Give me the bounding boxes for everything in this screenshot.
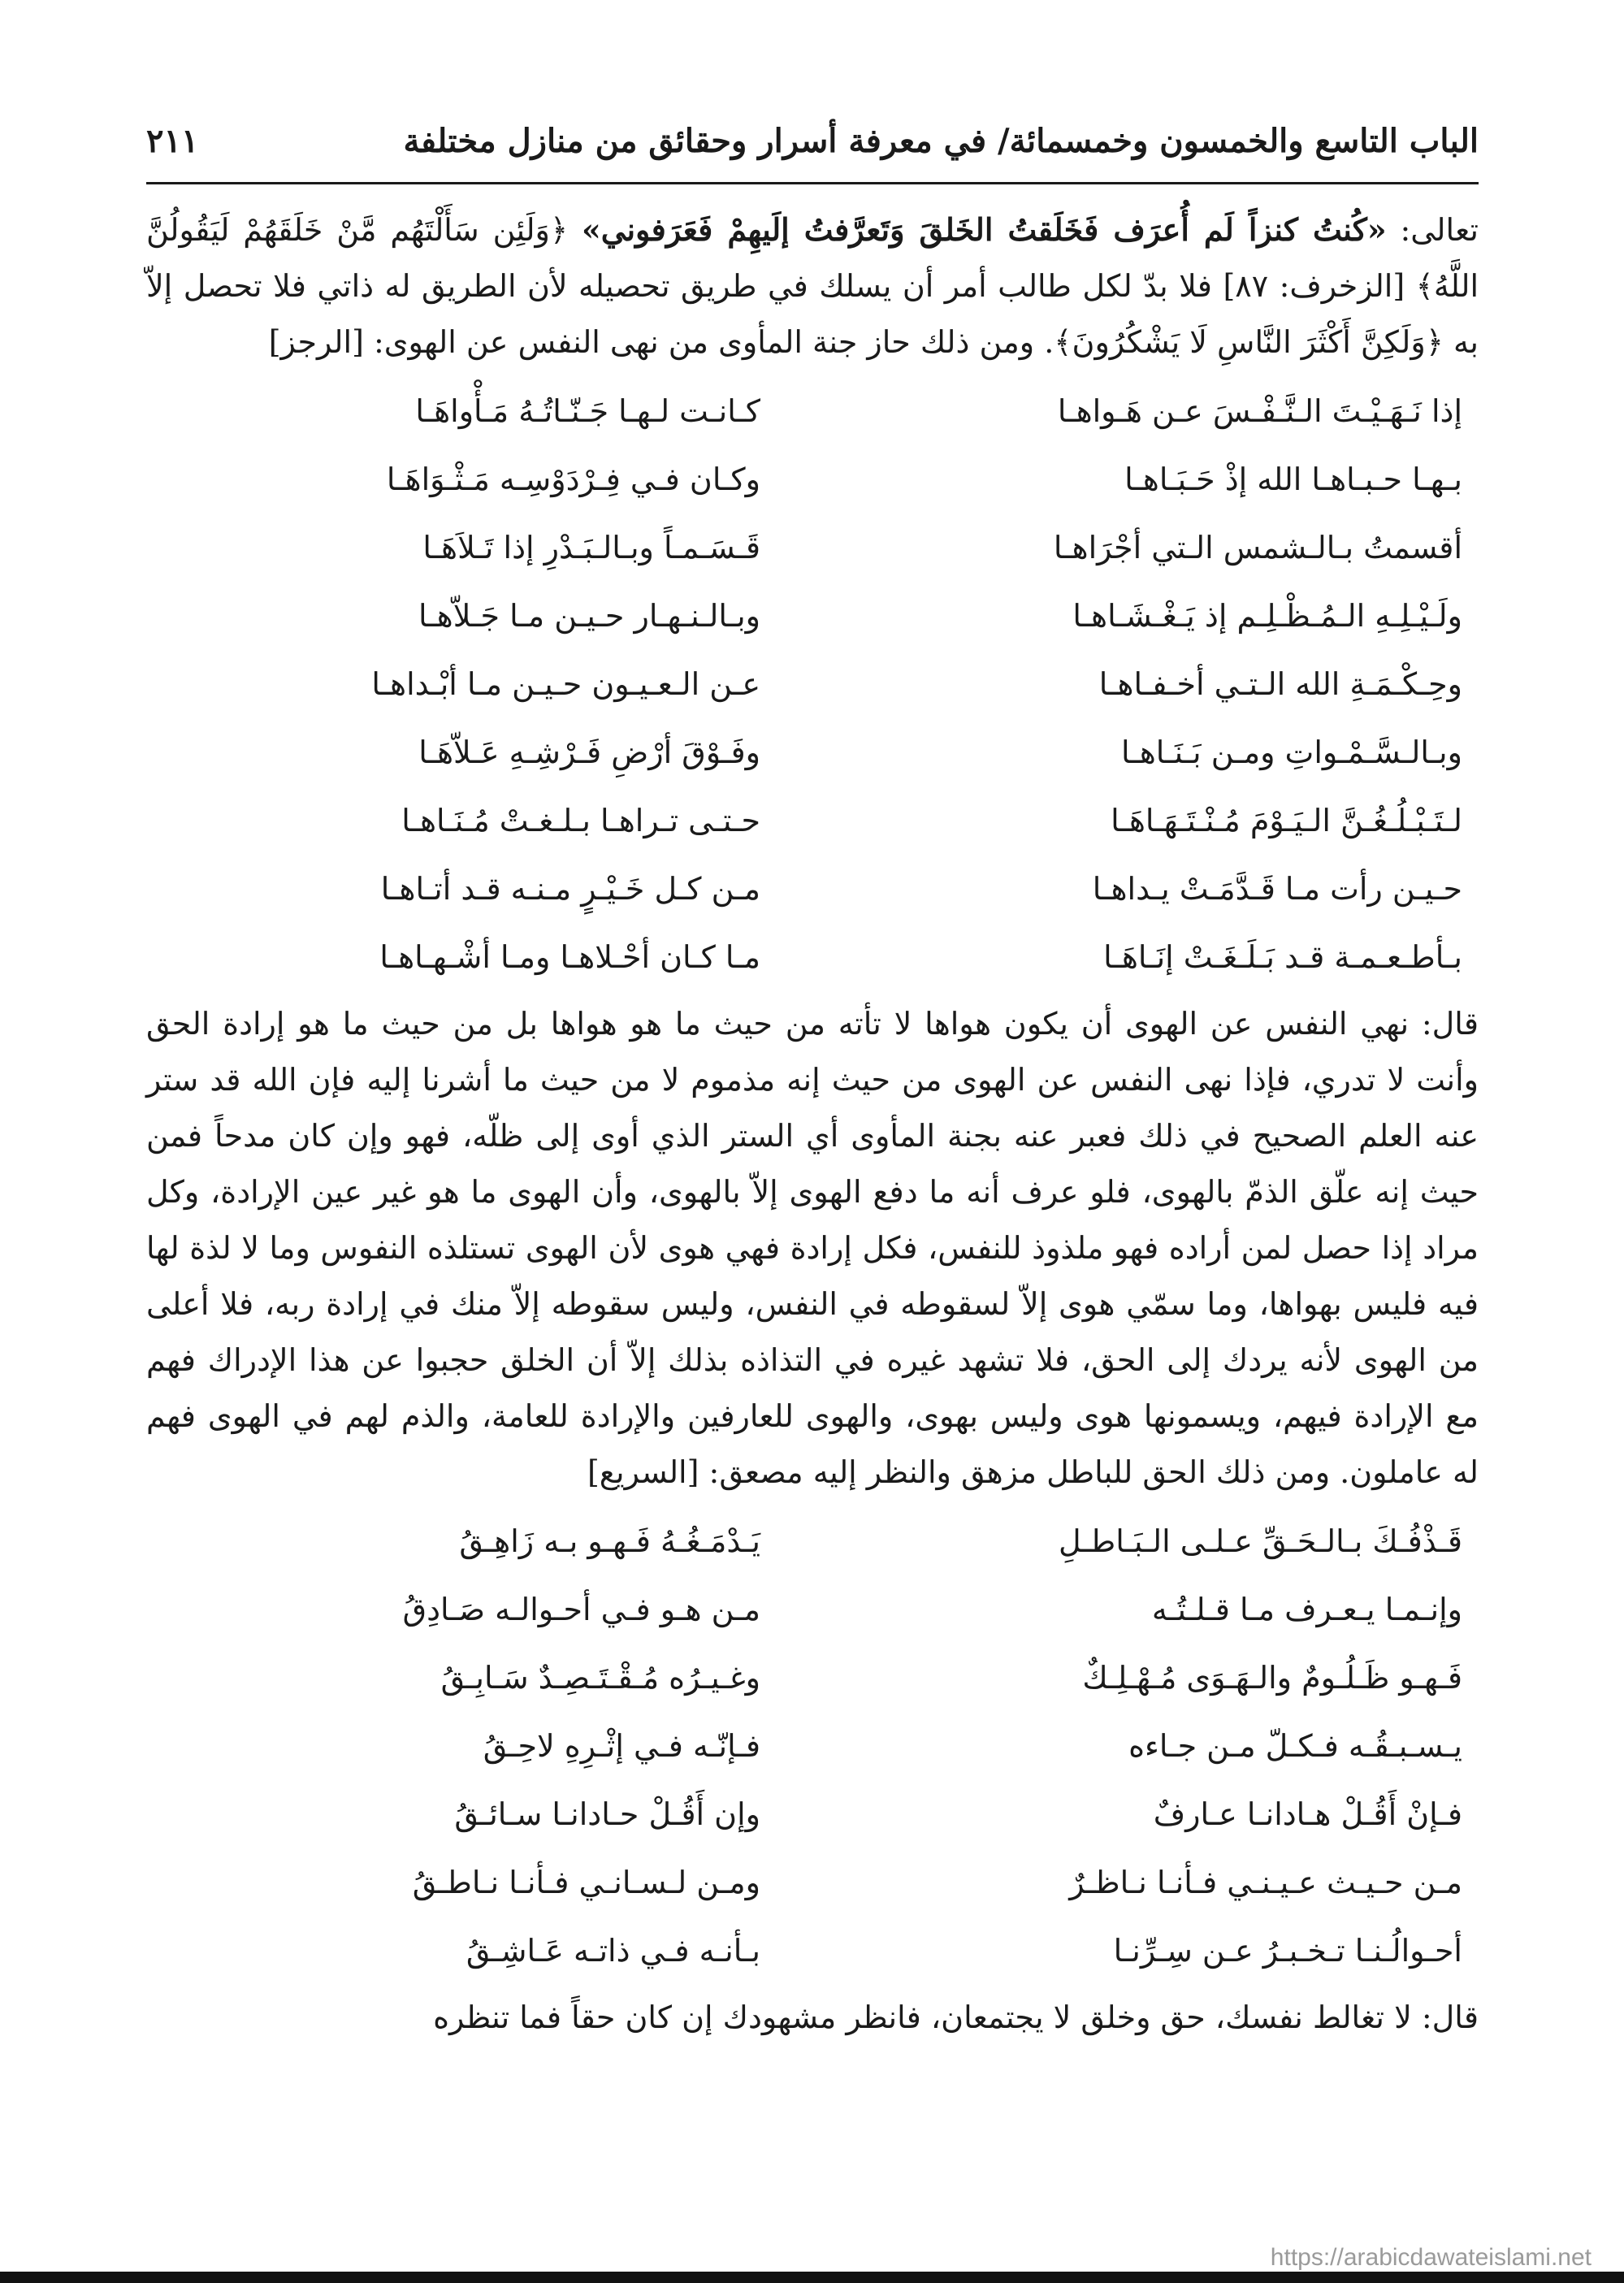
verse-first-hemistich: فَـهـو ظَـلُـومٌ والـهَـوَى مُـهْـلِـكٌ [1082,1660,1462,1696]
closing-text: قال: لا تغالط نفسك، حق وخلق لا يجتمعان، فانظر مشهودك إن كان حقاً فما تنظره [433,1999,1479,2035]
verse-first-hemistich: بـأطـعـمـة قـد بَـلَـغَـتْ إنَـاهَـا [1103,939,1462,975]
verse-first-hemistich: مـن حـيـث عـيـنـي فـأنـا نـاظـرٌ [1069,1865,1462,1900]
poem-sari [146,1507,1479,1985]
verse-second-hemistich: كـانـت لـهـا جَـنّـاتُـهُ مَـأْواهَـا [415,393,760,429]
verse-second-hemistich: وغـيـرُه مُـقْـتَـصِـدٌ سَـابِـقُ [440,1660,760,1696]
verse-second-hemistich: قَـسَـمـاً وبـالـبَـدْرِ إذا تَـلاَهَـا [422,530,760,565]
verse-second-hemistich: ومـن لـسـانـي فـأنـا نـاطـقُ [412,1865,760,1900]
poem-rajaz [146,377,1479,991]
watermark-url[interactable]: https://arabicdawateislami.net [1270,2244,1592,2271]
verse-first-hemistich: ولَـيْـلِـهِ الـمُـظْـلِـم إذ يَـغْـشَـاهـا [1072,598,1462,634]
verse-second-hemistich: عـن الـعـيـون حـيـن مـا أبْـداهـا [371,666,760,702]
page-header [146,104,1479,177]
commentary-paragraph [146,996,1479,1501]
closing-paragraph [146,1990,1479,2046]
verse-first-hemistich: وحِـكْـمَـةِ الله الـتـي أخـفـاهـا [1098,666,1462,702]
verse-line [146,513,1479,582]
verse-line [146,1507,1479,1575]
verse-first-hemistich: وإنـمـا يـعـرف مـا قـلـتُـه [1151,1592,1462,1627]
verse-line [146,923,1479,991]
verse-second-hemistich: مـا كـان أحْـلاهـا ومـا أشْـهـاهـا [379,939,760,975]
verse-second-hemistich: مـن كـل خَـيْـرٍ مـنـه قـد أتـاهـا [380,871,760,907]
verse-second-hemistich: وفَـوْقَ أرْضِ فَـرْشِـهِ عَـلاّهَـا [418,734,760,770]
verse-line [146,1917,1479,1985]
hadith-quote: «كُنتُ كنزاً لَم أُعرَف فَخَلَقتُ الخَلقَ وَتَعرَّفتُ إلَيهِمْ فَعَرَفوني» [582,211,1387,248]
verse-line [146,1780,1479,1848]
verse-second-hemistich: يَـدْمَـغُـهُ فَـهـو بـه زَاهِـقُ [459,1523,760,1559]
verse-first-hemistich: أحـوالُـنـا تـخـبـرُ عـن سِـرِّنـا [1113,1933,1462,1969]
verse-line [146,650,1479,718]
verse-line [146,855,1479,923]
verse-first-hemistich: لـتَـبْـلُـغُـنَّ الـيَـوْمَ مُـنْـتَـهَـاهَـا [1111,803,1462,838]
verse-second-hemistich: مـن هـو فـي أحـوالـه صَـادِقُ [402,1592,760,1627]
intro-lead: تعالى: [1386,212,1479,248]
commentary-text: قال: نهي النفس عن الهوى أن يكون هواها لا تأته من حيث ما هو هواها بل من حيث ما هو إرادة الحق وأنت لا تدري، فإذا نهى النفس عن الهوى من حيث إنه مذموم لا من حيث ما أشرنا إليه فإن الله قد ستر عنه العلم الصحيح في ذلك فعبر عنه بجنة المأوى أي الستر الذي أوى إلى ظلّه، فهو وإن كان مدحاً فمن حيث إنه علّق الذمّ بالهوى، فلو عرف أنه ما دفع الهوى إلاّ بالهوى، وأن الهوى ما هو غير عين الإرادة، وكل مراد إذا حصل لمن أراده فهو ملذوذ للنفس، فكل إرادة فهي هوى لأن الهوى تستلذه النفوس وما لا لذة لها فيه فليس بهواها، وما سمّي هوى إلاّ لسقوطه في النفس، وليس سقوطه إلاّ منك في إرادة ربه، فلا أعلى من الهوى لأنه يردك إلى الحق، فلا تشهد غيره في التذاذه بذلك إلاّ أن الخلق حجبوا عن هذا الإدراك فهم مع الإرادة فيهم، ويسمونها هوى وليس بهوى، والهوى للعارفين والإرادة للعامة، والذم لهم في الهوى فهم له عاملون. ومن ذلك الحق للباطل مزهق والنظر إليه مصعق: [146,1006,1479,1490]
verse-line [146,1644,1479,1712]
verse-first-hemistich: حـيـن رأت مـا قَـدَّمَـتْ يـداهـا [1092,871,1462,907]
page-content [146,201,1479,2046]
header-divider [146,182,1479,184]
verse-first-hemistich: أقسمتُ بـالـشمس الـتي أجْرَاهـا [1053,530,1462,565]
verse-line [146,786,1479,855]
verse-second-hemistich: فـإنّـه فـي إثْـرِهِ لاحِـقُ [483,1728,760,1764]
verse-line [146,1712,1479,1780]
verse-line [146,718,1479,786]
meter-label: [السريع] [587,1454,699,1490]
intro-paragraph [146,201,1479,370]
verse-line [146,1575,1479,1644]
verse-line [146,377,1479,445]
verse-first-hemistich: بـهـا حـبـاهـا الله إذْ حَـبَـاهـا [1124,461,1462,497]
verse-first-hemistich: إذا نَـهَـيْـتَ الـنَّـفْـسَ عـن هَـواهـا [1057,393,1462,429]
verse-second-hemistich: بـأنـه فـي ذاتـه عَـاشِـقُ [466,1933,760,1969]
verse-line [146,582,1479,650]
verse-second-hemistich: وكـان فـي فِـرْدَوْسِـه مَـثْـوَاهَـا [386,461,760,497]
chapter-title: الباب التاسع والخمسون وخمسمائة/ في معرفة أسرار وحقائق من منازل مختلفة [403,121,1479,160]
bottom-scan-edge [0,2272,1624,2283]
verse-second-hemistich: وإن أَقُـلْ حـادانـا سـائـقُ [454,1796,760,1832]
page-number: ٢١١ [146,121,199,160]
intro-body: ﴿وَلَئِن سَأَلْتَهُم مَّنْ خَلَقَهُمْ لَيَقُولُنَّ اللَّهُ﴾ [الزخرف: ٨٧] فلا بدّ لكل طالب أمر أن يسلك في طريق تحصيله لأن الطريق له ذاتي فلا تحصل إلاّ به ﴿وَلَكِنَّ أَكْثَرَ النَّاسِ لَا يَشْكُرُونَ﴾. ومن ذلك حاز جنة المأوى من نهى النفس عن الهوى: [الرجز] [146,212,1479,360]
verse-first-hemistich: فـإنْ أَقُـلْ هـادانـا عـارفٌ [1153,1796,1462,1832]
verse-first-hemistich: يـسـبـقُـه فـكـلّ مـن جـاءه [1128,1728,1462,1764]
book-page [146,97,1479,2177]
verse-second-hemistich: حـتـى تـراهـا بـلـغـتْ مُـنَـاهـا [401,803,760,838]
verse-line [146,1848,1479,1917]
verse-first-hemistich: وبـالـسَّـمْـواتِ ومـن بَـنَـاهـا [1120,734,1462,770]
verse-first-hemistich: قَـذْفُـكَ بـالـحَـقِّ عـلـى الـبَـاطـلِ [1059,1523,1462,1559]
verse-second-hemistich: وبـالـنـهـار حـيـن مـا جَـلاّهـا [418,598,760,634]
verse-line [146,445,1479,513]
